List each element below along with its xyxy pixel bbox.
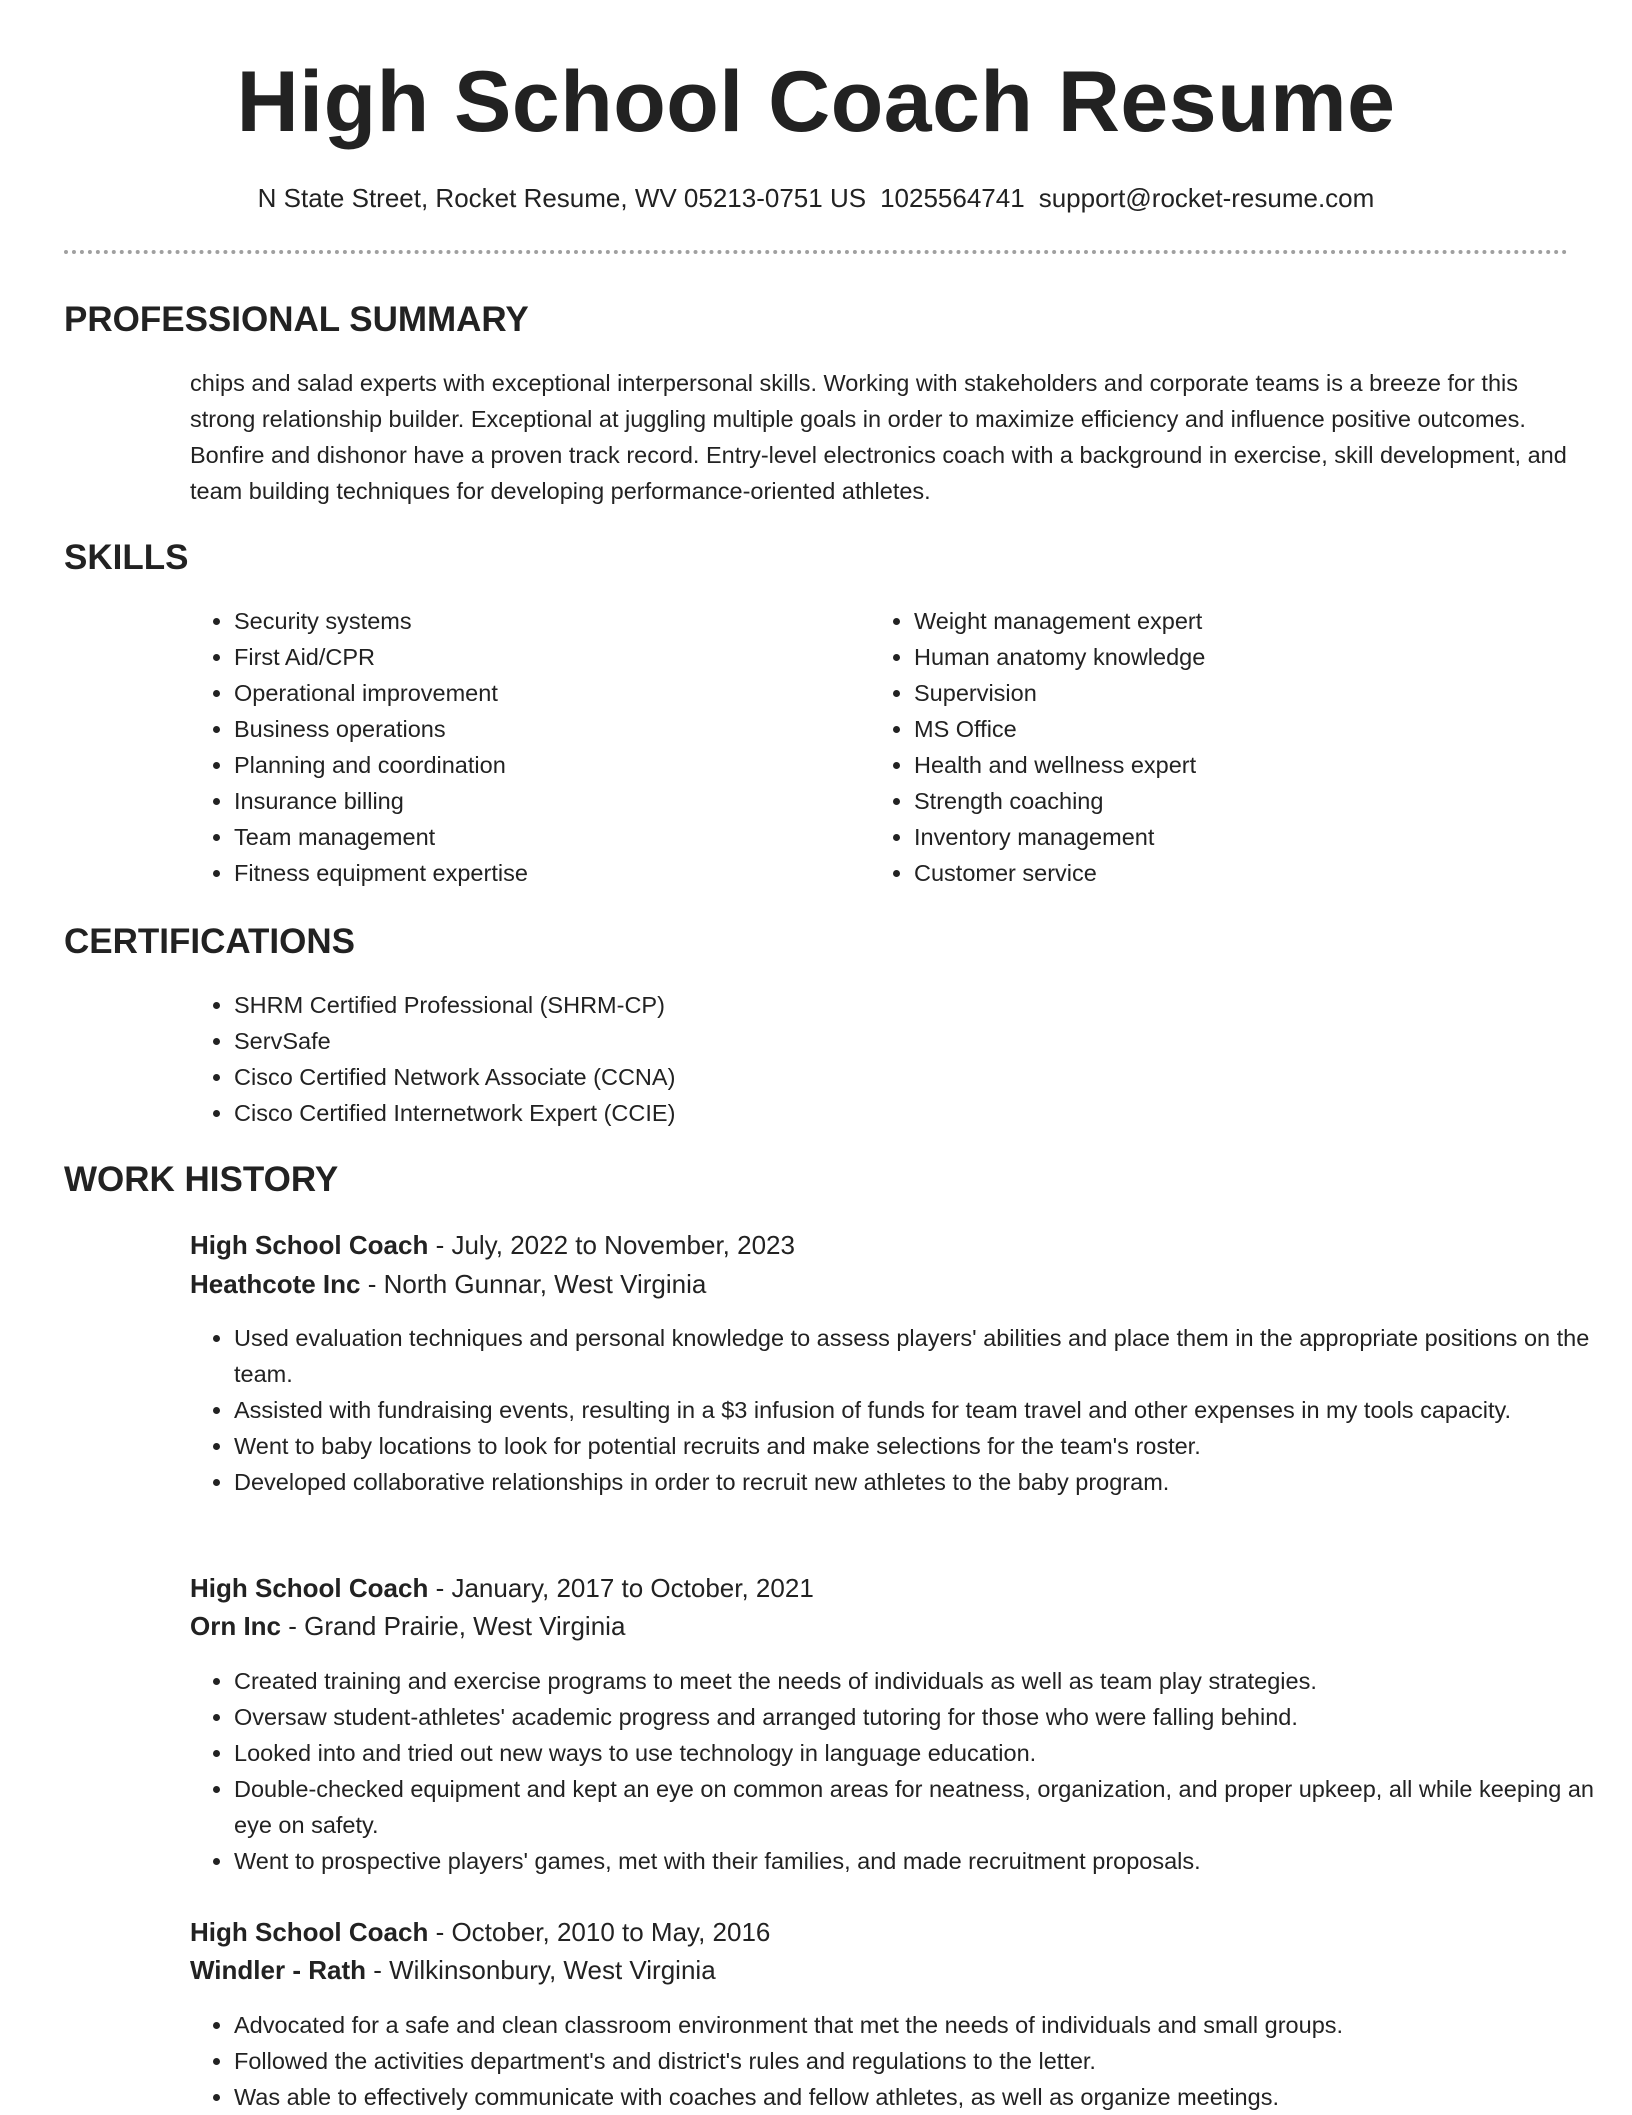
job-bullet: • Oversaw student-athletes' academic progress and arranged tutoring for those who were falling behind.	[234, 1699, 1614, 1735]
job-title-line	[190, 1569, 814, 1607]
contact-phone: 1025564741	[880, 183, 1025, 213]
certification-item: • ServSafe	[234, 1023, 1614, 1059]
skill-item: • Business operations	[234, 711, 854, 747]
job-company-line	[190, 1265, 706, 1303]
job-dates: - July, 2022 to November, 2023	[428, 1230, 795, 1260]
job-company: Heathcote Inc	[190, 1269, 361, 1299]
certification-item: • SHRM Certified Professional (SHRM-CP)	[234, 987, 1614, 1023]
job-title-line	[190, 1226, 795, 1264]
skill-item: • Security systems	[234, 603, 854, 639]
skill-item: • Inventory management	[914, 819, 1534, 855]
skill-item: • Strength coaching	[914, 783, 1534, 819]
job-bullets	[190, 1663, 1614, 1879]
job-bullet: • Went to baby locations to look for potential recruits and make selections for the team's roster.	[234, 1428, 1614, 1464]
skill-item: • Supervision	[914, 675, 1534, 711]
job-bullet: • Developed collaborative relationships in order to recruit new athletes to the baby program.	[234, 1464, 1614, 1500]
skill-item: • Insurance billing	[234, 783, 854, 819]
certifications-list	[190, 987, 1614, 1131]
job-bullet: • Used evaluation techniques and personal knowledge to assess players' abilities and place them in the appropriate positions on the team.	[234, 1320, 1614, 1392]
contact-line	[0, 180, 1632, 216]
job-title: High School Coach	[190, 1917, 429, 1947]
job-dates: - January, 2017 to October, 2021	[428, 1573, 814, 1603]
job-company-line	[190, 1607, 625, 1645]
skills-list-right	[870, 603, 1534, 891]
skill-item: • Operational improvement	[234, 675, 854, 711]
job-location: - Grand Prairie, West Virginia	[281, 1611, 626, 1641]
header-divider	[64, 250, 1568, 254]
certification-item: • Cisco Certified Internetwork Expert (CCIE)	[234, 1095, 1614, 1131]
skill-item: • MS Office	[914, 711, 1534, 747]
contact-address: N State Street, Rocket Resume, WV 05213-0751 US	[257, 183, 867, 213]
job-bullet: • Followed the activities department's and district's rules and regulations to the letter.	[234, 2043, 1614, 2079]
job-company: Windler - Rath	[190, 1955, 366, 1985]
job-bullet: • Advocated for a safe and clean classroom environment that met the needs of individuals and small groups.	[234, 2007, 1614, 2043]
skill-item: • Weight management expert	[914, 603, 1534, 639]
summary-text: chips and salad experts with exceptional interpersonal skills. Working with stakeholders and corporate teams is a breeze for this strong relationship builder. Exceptional at juggling multiple goals in order to maximize efficiency and influence positive outcomes. Bonfire and dishonor have a proven track record. Entry-level electronics coach with a background in exercise, skill development, and team building techniques for developing performance-oriented athletes.	[190, 370, 1567, 504]
skill-item: • Team management	[234, 819, 854, 855]
skills-heading: SKILLS	[64, 538, 189, 577]
job-bullet: • Looked into and tried out new ways to use technology in language education.	[234, 1735, 1614, 1771]
skill-item: • First Aid/CPR	[234, 639, 854, 675]
job-title: High School Coach	[190, 1230, 429, 1260]
job-bullets	[190, 2007, 1614, 2115]
skill-item: • Planning and coordination	[234, 747, 854, 783]
job-bullet: • Assisted with fundraising events, resulting in a $3 infusion of funds for team travel and other expenses in my tools capacity.	[234, 1392, 1614, 1428]
job-company-line	[190, 1951, 716, 1989]
certifications-heading: CERTIFICATIONS	[64, 922, 356, 961]
job-bullet: • Created training and exercise programs to meet the needs of individuals as well as team play strategies.	[234, 1663, 1614, 1699]
skill-item: • Fitness equipment expertise	[234, 855, 854, 891]
job-bullet: • Was able to effectively communicate with coaches and fellow athletes, as well as organize meetings.	[234, 2079, 1614, 2115]
summary-heading: PROFESSIONAL SUMMARY	[64, 300, 529, 339]
certification-item: • Cisco Certified Network Associate (CCNA)	[234, 1059, 1614, 1095]
job-dates: - October, 2010 to May, 2016	[428, 1917, 771, 1947]
job-bullet: • Double-checked equipment and kept an eye on common areas for neatness, organization, and proper upkeep, all while keeping an eye on safety.	[234, 1771, 1614, 1843]
job-title-line	[190, 1913, 770, 1951]
skill-item: • Human anatomy knowledge	[914, 639, 1534, 675]
resume-title: High School Coach Resume	[236, 54, 1396, 150]
job-location: - Wilkinsonbury, West Virginia	[365, 1955, 716, 1985]
job-location: - North Gunnar, West Virginia	[360, 1269, 707, 1299]
job-bullet: • Went to prospective players' games, met with their families, and made recruitment proposals.	[234, 1843, 1614, 1879]
job-company: Orn Inc	[190, 1611, 282, 1641]
work-history-heading: WORK HISTORY	[64, 1160, 339, 1199]
job-title: High School Coach	[190, 1573, 429, 1603]
skills-list-left	[190, 603, 854, 891]
skill-item: • Customer service	[914, 855, 1534, 891]
job-bullets	[190, 1320, 1614, 1500]
skill-item: • Health and wellness expert	[914, 747, 1534, 783]
contact-email[interactable]: support@rocket-resume.com	[1038, 183, 1375, 213]
